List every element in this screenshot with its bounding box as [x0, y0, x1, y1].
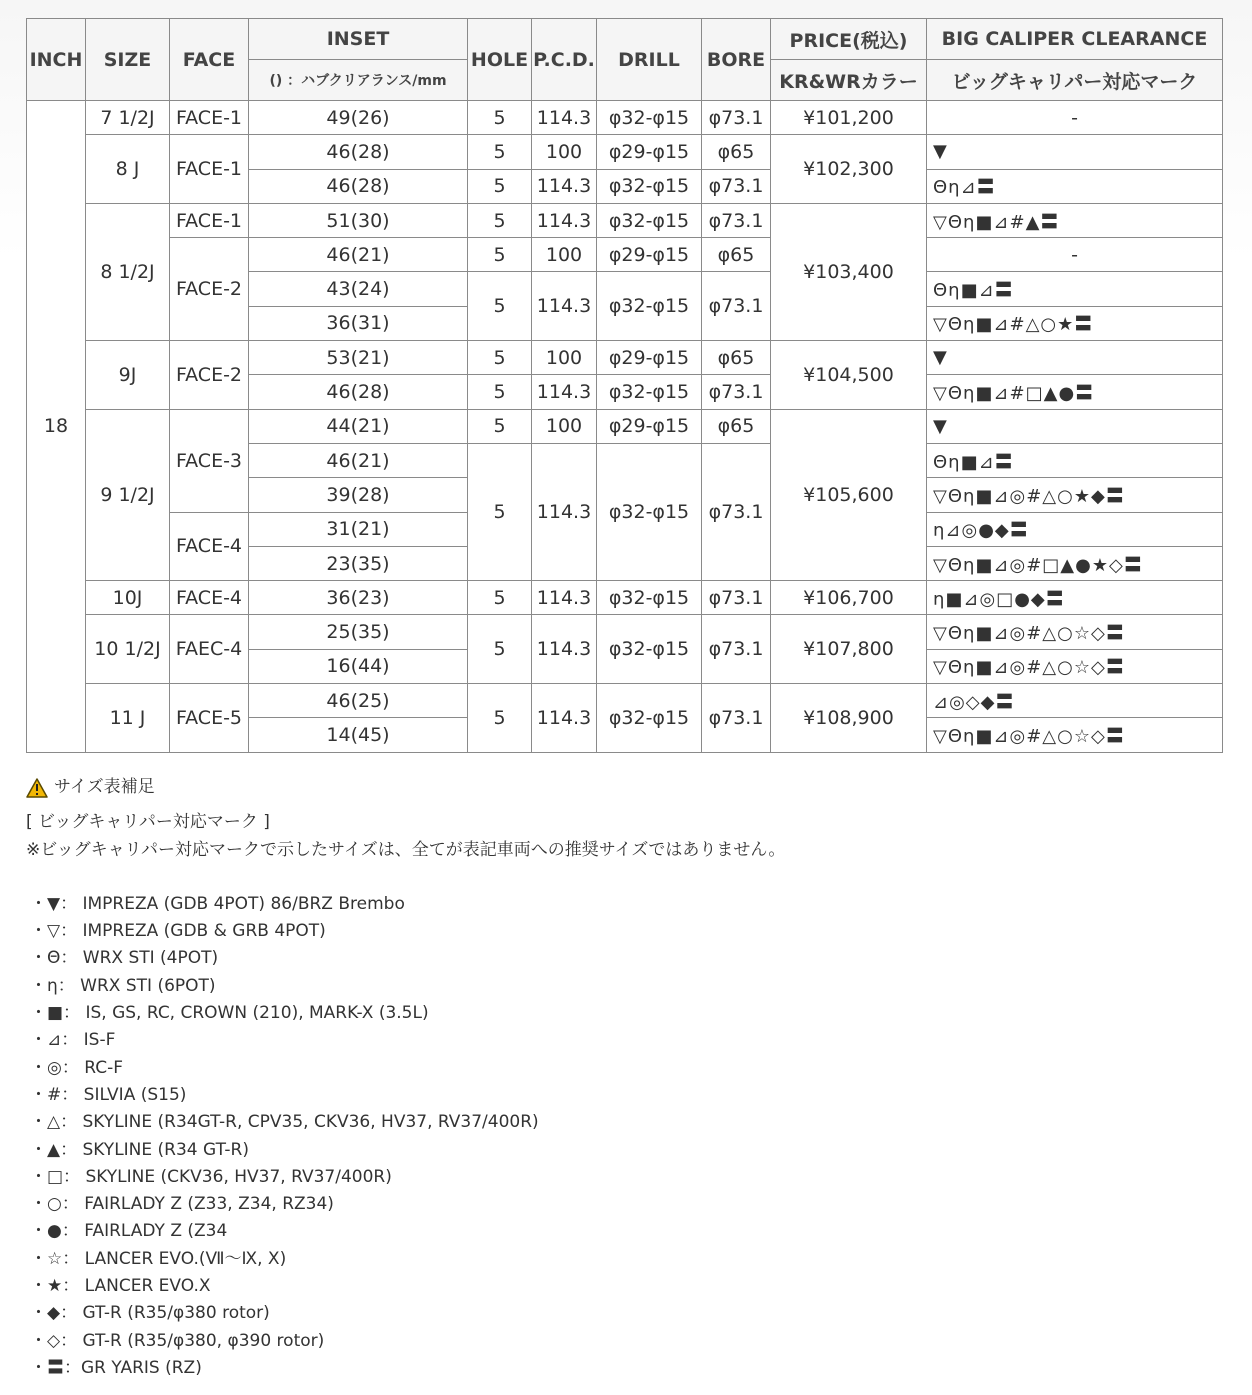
- legend-item: ・▽： IMPREZA (GDB & GRB 4POT): [30, 921, 326, 942]
- inset-cell: 46(21): [249, 238, 468, 272]
- hole-cell: 5: [468, 203, 532, 237]
- clearance-marks-cell: ⊿◎◇◆〓: [927, 684, 1223, 718]
- legend-item: ・#： SILVIA (S15): [30, 1084, 187, 1105]
- table-body: [27, 101, 1223, 753]
- table-row: [27, 238, 1223, 272]
- pcd-cell: 100: [532, 135, 597, 169]
- header-inset-note: () ：ハブクリアランス/mm: [249, 60, 468, 101]
- legend-item: ・☆： LANCER EVO.(Ⅶ～Ⅸ, X): [30, 1248, 287, 1269]
- bore-cell: φ65: [702, 409, 771, 443]
- drill-cell: φ29-φ15: [597, 341, 702, 375]
- table-row: [27, 684, 1223, 718]
- bore-cell: φ73.1: [702, 615, 771, 684]
- size-cell: 9 1/2J: [86, 409, 170, 580]
- clearance-marks-cell: -: [927, 101, 1223, 135]
- table-row: [27, 341, 1223, 375]
- inset-cell: 46(25): [249, 684, 468, 718]
- size-cell: 7 1/2J: [86, 101, 170, 135]
- table-row: [27, 203, 1223, 237]
- legend-item: ・Θ： WRX STI (4POT): [30, 948, 219, 969]
- drill-cell: φ32-φ15: [597, 101, 702, 135]
- legend-item: ・◎： RC-F: [30, 1057, 123, 1078]
- pcd-cell: 114.3: [532, 581, 597, 615]
- inset-cell: 44(21): [249, 409, 468, 443]
- table-row: [27, 615, 1223, 649]
- clearance-marks-cell: ▽Θη■⊿◎#△○☆◇〓: [927, 649, 1223, 683]
- legend-item: ・▼： IMPREZA (GDB 4POT) 86/BRZ Brembo: [30, 893, 405, 914]
- warning-triangle-icon: [26, 778, 48, 798]
- drill-cell: φ32-φ15: [597, 203, 702, 237]
- drill-cell: φ29-φ15: [597, 135, 702, 169]
- pcd-cell: 114.3: [532, 203, 597, 237]
- notes-title: サイズ表補足: [54, 777, 155, 797]
- hole-cell: 5: [468, 409, 532, 443]
- face-cell: FACE-5: [170, 684, 249, 753]
- pcd-cell: 114.3: [532, 443, 597, 580]
- bore-cell: φ73.1: [702, 272, 771, 341]
- inset-cell: 36(31): [249, 306, 468, 340]
- inset-cell: 46(28): [249, 135, 468, 169]
- inset-cell: 25(35): [249, 615, 468, 649]
- hole-cell: 5: [468, 684, 532, 753]
- legend-item: ・η： WRX STI (6POT): [30, 975, 216, 996]
- inset-cell: 46(28): [249, 375, 468, 409]
- legend-item: ・●： FAIRLADY Z (Z34: [30, 1221, 228, 1242]
- bore-cell: φ65: [702, 341, 771, 375]
- header-clearance: BIG CALIPER CLEARANCE: [927, 19, 1223, 60]
- clearance-marks-cell: Θη■⊿〓: [927, 443, 1223, 477]
- clearance-marks-cell: ▽Θη■⊿◎#△○★◆〓: [927, 478, 1223, 512]
- face-cell: FACE-2: [170, 238, 249, 341]
- clearance-marks-cell: ▼: [927, 341, 1223, 375]
- mark-legend-list: [26, 891, 1226, 1382]
- inset-cell: 49(26): [249, 101, 468, 135]
- clearance-marks-cell: ▽Θη■⊿◎#△○☆◇〓: [927, 718, 1223, 752]
- pcd-cell: 114.3: [532, 615, 597, 684]
- price-cell: ¥108,900: [771, 684, 927, 753]
- pcd-cell: 100: [532, 409, 597, 443]
- header-price: PRICE(税込): [771, 19, 927, 60]
- price-cell: ¥104,500: [771, 341, 927, 410]
- clearance-marks-cell: ▽Θη■⊿#□▲●〓: [927, 375, 1223, 409]
- drill-cell: φ29-φ15: [597, 238, 702, 272]
- notes-title-line: [26, 774, 1226, 801]
- legend-item: ・◇： GT-R (R35/φ380, φ390 rotor): [30, 1330, 325, 1351]
- price-cell: ¥107,800: [771, 615, 927, 684]
- clearance-marks-cell: ▼: [927, 409, 1223, 443]
- clearance-marks-cell: ▼: [927, 135, 1223, 169]
- table-row: [27, 581, 1223, 615]
- inset-cell: 46(21): [249, 443, 468, 477]
- inset-cell: 36(23): [249, 581, 468, 615]
- clearance-marks-cell: Θη⊿〓: [927, 169, 1223, 203]
- header-drill: DRILL: [597, 19, 702, 101]
- inset-cell: 53(21): [249, 341, 468, 375]
- hole-cell: 5: [468, 272, 532, 341]
- header-inch: INCH: [27, 19, 86, 101]
- inset-cell: 16(44): [249, 649, 468, 683]
- header-inset: INSET: [249, 19, 468, 60]
- drill-cell: φ32-φ15: [597, 443, 702, 580]
- notes-section: [26, 774, 1226, 1382]
- inset-cell: 31(21): [249, 512, 468, 546]
- hole-cell: 5: [468, 615, 532, 684]
- drill-cell: φ32-φ15: [597, 615, 702, 684]
- hole-cell: 5: [468, 443, 532, 580]
- drill-cell: φ32-φ15: [597, 272, 702, 341]
- price-cell: ¥106,700: [771, 581, 927, 615]
- price-cell: ¥101,200: [771, 101, 927, 135]
- size-cell: 11 J: [86, 684, 170, 753]
- bore-cell: φ65: [702, 135, 771, 169]
- inset-cell: 39(28): [249, 478, 468, 512]
- size-cell: 9J: [86, 341, 170, 410]
- header-bore: BORE: [702, 19, 771, 101]
- pcd-cell: 114.3: [532, 169, 597, 203]
- clearance-marks-cell: η⊿◎●◆〓: [927, 512, 1223, 546]
- drill-cell: φ32-φ15: [597, 375, 702, 409]
- clearance-marks-cell: ▽Θη■⊿#▲〓: [927, 203, 1223, 237]
- clearance-marks-cell: ▽Θη■⊿#△○★〓: [927, 306, 1223, 340]
- face-cell: FACE-4: [170, 581, 249, 615]
- inset-cell: 51(30): [249, 203, 468, 237]
- size-cell: 8 J: [86, 135, 170, 204]
- bore-cell: φ73.1: [702, 581, 771, 615]
- hole-cell: 5: [468, 375, 532, 409]
- clearance-marks-cell: ▽Θη■⊿◎#□▲●★◇〓: [927, 546, 1223, 580]
- inset-cell: 43(24): [249, 272, 468, 306]
- drill-cell: φ32-φ15: [597, 684, 702, 753]
- bore-cell: φ73.1: [702, 169, 771, 203]
- inset-cell: 23(35): [249, 546, 468, 580]
- face-cell: FACE-1: [170, 135, 249, 204]
- face-cell: FACE-2: [170, 341, 249, 410]
- drill-cell: φ29-φ15: [597, 409, 702, 443]
- header-face: FACE: [170, 19, 249, 101]
- legend-item: ・⊿： IS-F: [30, 1030, 116, 1051]
- header-clearance-sub: ビッグキャリパー対応マーク: [927, 60, 1223, 101]
- pcd-cell: 100: [532, 238, 597, 272]
- legend-item: ・〓：GR YARIS (RZ): [30, 1357, 202, 1378]
- hole-cell: 5: [468, 101, 532, 135]
- hole-cell: 5: [468, 238, 532, 272]
- face-cell: FACE-1: [170, 203, 249, 237]
- legend-item: ・○： FAIRLADY Z (Z33, Z34, RZ34): [30, 1194, 334, 1215]
- clearance-marks-cell: ▽Θη■⊿◎#△○☆◇〓: [927, 615, 1223, 649]
- header-pcd: P.C.D.: [532, 19, 597, 101]
- face-cell: FACE-4: [170, 512, 249, 581]
- notes-subtitle: [ ビッグキャリパー対応マーク ]: [26, 812, 270, 833]
- drill-cell: φ32-φ15: [597, 581, 702, 615]
- price-cell: ¥102,300: [771, 135, 927, 204]
- wheel-size-table: [26, 18, 1223, 753]
- legend-item: ・★： LANCER EVO.X: [30, 1276, 211, 1297]
- bore-cell: φ65: [702, 238, 771, 272]
- pcd-cell: 114.3: [532, 684, 597, 753]
- header-price-sub: KR&WRカラー: [771, 60, 927, 101]
- table-row: [27, 409, 1223, 443]
- hole-cell: 5: [468, 169, 532, 203]
- bore-cell: φ73.1: [702, 375, 771, 409]
- face-cell: FAEC-4: [170, 615, 249, 684]
- bore-cell: φ73.1: [702, 443, 771, 580]
- bore-cell: φ73.1: [702, 203, 771, 237]
- legend-item: ・△： SKYLINE (R34GT-R, CPV35, CKV36, HV37, RV37/400R): [30, 1112, 539, 1133]
- header-size: SIZE: [86, 19, 170, 101]
- bore-cell: φ73.1: [702, 101, 771, 135]
- price-cell: ¥103,400: [771, 203, 927, 340]
- clearance-marks-cell: η■⊿◎□●◆〓: [927, 581, 1223, 615]
- hole-cell: 5: [468, 581, 532, 615]
- price-cell: ¥105,600: [771, 409, 927, 580]
- bore-cell: φ73.1: [702, 684, 771, 753]
- header-hole: HOLE: [468, 19, 532, 101]
- inset-cell: 46(28): [249, 169, 468, 203]
- legend-item: ・◆： GT-R (R35/φ380 rotor): [30, 1303, 270, 1324]
- legend-item: ・■： IS, GS, RC, CROWN (210), MARK-X (3.5L): [30, 1003, 429, 1024]
- inch-cell: 18: [27, 101, 86, 753]
- size-cell: 8 1/2J: [86, 203, 170, 340]
- pcd-cell: 114.3: [532, 101, 597, 135]
- clearance-marks-cell: -: [927, 238, 1223, 272]
- drill-cell: φ32-φ15: [597, 169, 702, 203]
- pcd-cell: 100: [532, 341, 597, 375]
- table-row: [27, 101, 1223, 135]
- legend-item: ・▲： SKYLINE (R34 GT-R): [30, 1139, 249, 1160]
- pcd-cell: 114.3: [532, 375, 597, 409]
- hole-cell: 5: [468, 135, 532, 169]
- size-cell: 10J: [86, 581, 170, 615]
- inset-cell: 14(45): [249, 718, 468, 752]
- face-cell: FACE-3: [170, 409, 249, 512]
- pcd-cell: 114.3: [532, 272, 597, 341]
- face-cell: FACE-1: [170, 101, 249, 135]
- table-row: [27, 135, 1223, 169]
- clearance-marks-cell: Θη■⊿〓: [927, 272, 1223, 306]
- notes-disclaimer: ※ビッグキャリパー対応マークで示したサイズは、全てが表記車両への推奨サイズではありません。: [26, 839, 786, 860]
- legend-item: ・□： SKYLINE (CKV36, HV37, RV37/400R): [30, 1166, 392, 1187]
- size-cell: 10 1/2J: [86, 615, 170, 684]
- hole-cell: 5: [468, 341, 532, 375]
